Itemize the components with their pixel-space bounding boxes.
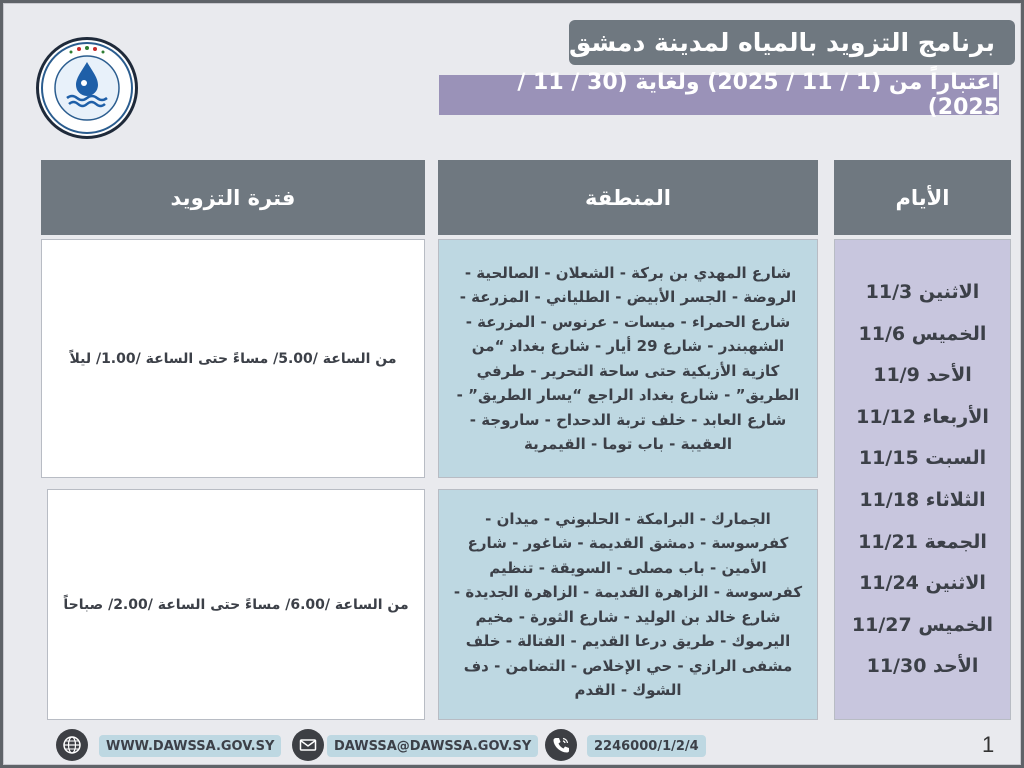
- region-cell-1: شارع المهدي بن بركة - الشعلان - الصالحية - الروضة - الجسر الأبيض - الطلياني - المزرعة - شارع الحمراء - ميسات - عرنوس - المزرعة - الشهبندر - شارع 29 أيار - شارع بغداد “من كازية الأزبكية حتى ساحة التحرير - طرفي الطريق” - شارع بغداد الراجع “يسار الطريق” - شارع العابد - خلف تربة الدحداح - ساروجة - العقيبة - باب توما - القيمرية: [438, 239, 818, 478]
- day-item: الجمعة 11/21: [858, 530, 987, 553]
- day-item: الاثنين 11/3: [865, 281, 980, 303]
- supply-period-cell-1: من الساعة /5.00/ مساءً حتى الساعة /1.00/ ليلاً: [41, 239, 425, 478]
- day-item: الأحد 11/30: [866, 655, 979, 678]
- email-icon: [292, 729, 324, 761]
- column-header-days: الأيام: [834, 160, 1011, 235]
- email-link[interactable]: DAWSSA@DAWSSA.GOV.SY: [327, 735, 538, 757]
- page-title: برنامج التزويد بالمياه لمدينة دمشق: [569, 20, 1015, 65]
- water-drop-logo-icon: [39, 40, 135, 136]
- region-cell-2: الجمارك - البرامكة - الحلبوني - ميدان - كفرسوسة - دمشق القديمة - شاغور - شارع الأمين - باب مصلى - السويقة - تنظيم كفرسوسة - الزاهرة القديمة - الزاهرة الجديدة - شارع خالد بن الوليد - شارع الثورة - مخيم اليرموك - طريق درعا القديم - الفتالة - خلف مشفى الرازي - حي الإخلاص - التضامن - دف الشوك - القدم: [438, 489, 818, 720]
- day-item: الخميس 11/6: [858, 322, 987, 345]
- phone-icon: [545, 729, 577, 761]
- day-item: الخميس 11/27: [851, 613, 994, 636]
- supply-period-cell-2: من الساعة /6.00/ مساءً حتى الساعة /2.00/ صباحاً: [47, 489, 425, 720]
- day-item: الثلاثاء 11/18: [859, 488, 986, 511]
- schedule-page: [3, 3, 1021, 765]
- day-item: الأحد 11/9: [873, 364, 972, 387]
- organization-logo: [36, 37, 138, 139]
- day-item: السبت 11/15: [858, 447, 987, 470]
- day-item: الاثنين 11/24: [859, 572, 986, 595]
- date-range-subtitle: اعتباراً من (1 / 11 / 2025) ولغاية (30 / 11 / 2025): [439, 75, 999, 115]
- column-header-supply-period: فترة التزويد: [41, 160, 425, 235]
- page-number: 1: [982, 732, 995, 757]
- contact-footer: [4, 726, 1022, 766]
- days-list: [834, 239, 1011, 720]
- day-item: الأربعاء 11/12: [856, 405, 989, 428]
- phone-number[interactable]: 2246000/1/2/4: [587, 735, 706, 757]
- column-header-region: المنطقة: [438, 160, 818, 235]
- globe-icon: [56, 729, 88, 761]
- website-link[interactable]: WWW.DAWSSA.GOV.SY: [99, 735, 281, 757]
